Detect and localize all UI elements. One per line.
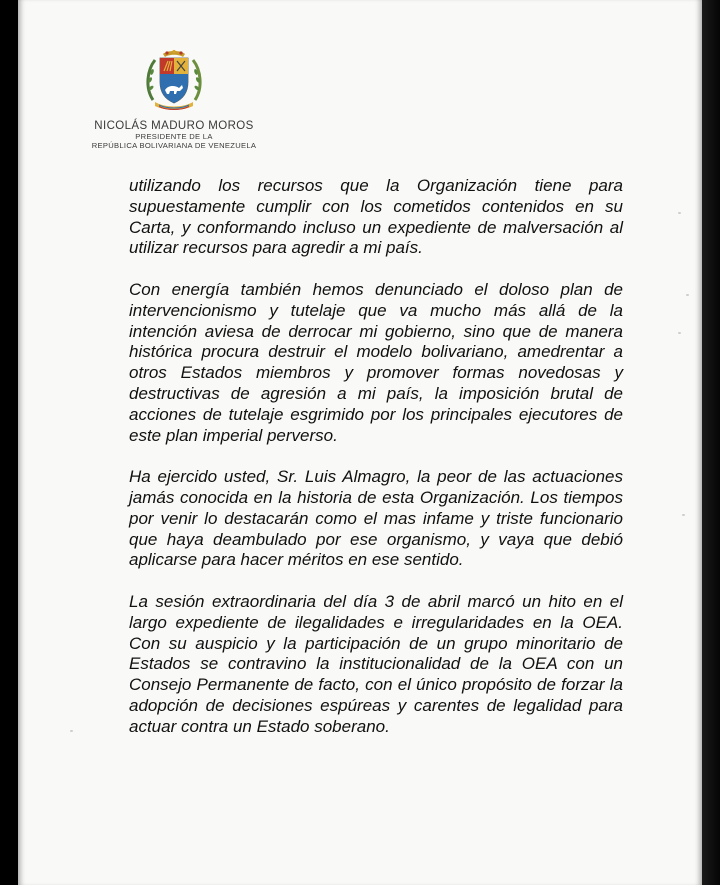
document-page: [18, 0, 702, 885]
scan-speck: [678, 332, 681, 334]
scan-speck: [70, 730, 73, 732]
letter-body: [129, 176, 623, 758]
letterhead: [74, 120, 274, 151]
paragraph-3: Ha ejercido usted, Sr. Luis Almagro, la peor de las actuaciones jamás conocida en la historia de esta Organización. Los tiempos por venir lo destacarán como el mas infame y triste funcionario que haya deambulado por ese organismo, y vaya que debió aplicarse para hacer méritos en ese sentido.: [129, 467, 623, 570]
scan-edge-shadow: [702, 0, 720, 885]
paragraph-2: Con energía también hemos denunciado el doloso plan de intervencionismo y tutelaje que va mucho más allá de la intención aviesa de derrocar mi gobierno, sino que de manera histórica procura destruir el modelo bolivariano, amedrentar a otros Estados miembros y promover formas novedosas y destructivas de agresión a mi país, la imposición brutal de acciones de tutelaje esgrimido por los principales ejecutores de este plan imperial perverso.: [129, 279, 623, 445]
letterhead-name: NICOLÁS MADURO MOROS: [94, 120, 254, 132]
scan-speck: [686, 294, 689, 296]
paragraph-4: La sesión extraordinaria del día 3 de abril marcó un hito en el largo expediente de ilegalidades e irregularidades en la OEA. Con su auspicio y la participación de un grupo minoritario de Estados se contravino la institucionalidad de la OEA con un Consejo Permanente de facto, con el único propósito de forzar la adopción de decisiones espúreas y carentes de legalidad para actuar contra un Estado soberano.: [129, 591, 623, 736]
letterhead-title-line-2: REPÚBLICA BOLIVARIANA DE VENEZUELA: [91, 140, 257, 150]
letterhead-title-line-1: PRESIDENTE DE LA: [135, 132, 213, 142]
paragraph-1: utilizando los recursos que la Organización tiene para supuestamente cumplir con los cometidos contenidos en su Carta, y conformando incluso un expediente de malversación al utilizar recursos para agredir a mi país.: [129, 176, 623, 258]
venezuela-coat-of-arms-icon: [143, 48, 205, 112]
scan-speck: [682, 514, 685, 516]
scan-speck: [678, 212, 681, 214]
